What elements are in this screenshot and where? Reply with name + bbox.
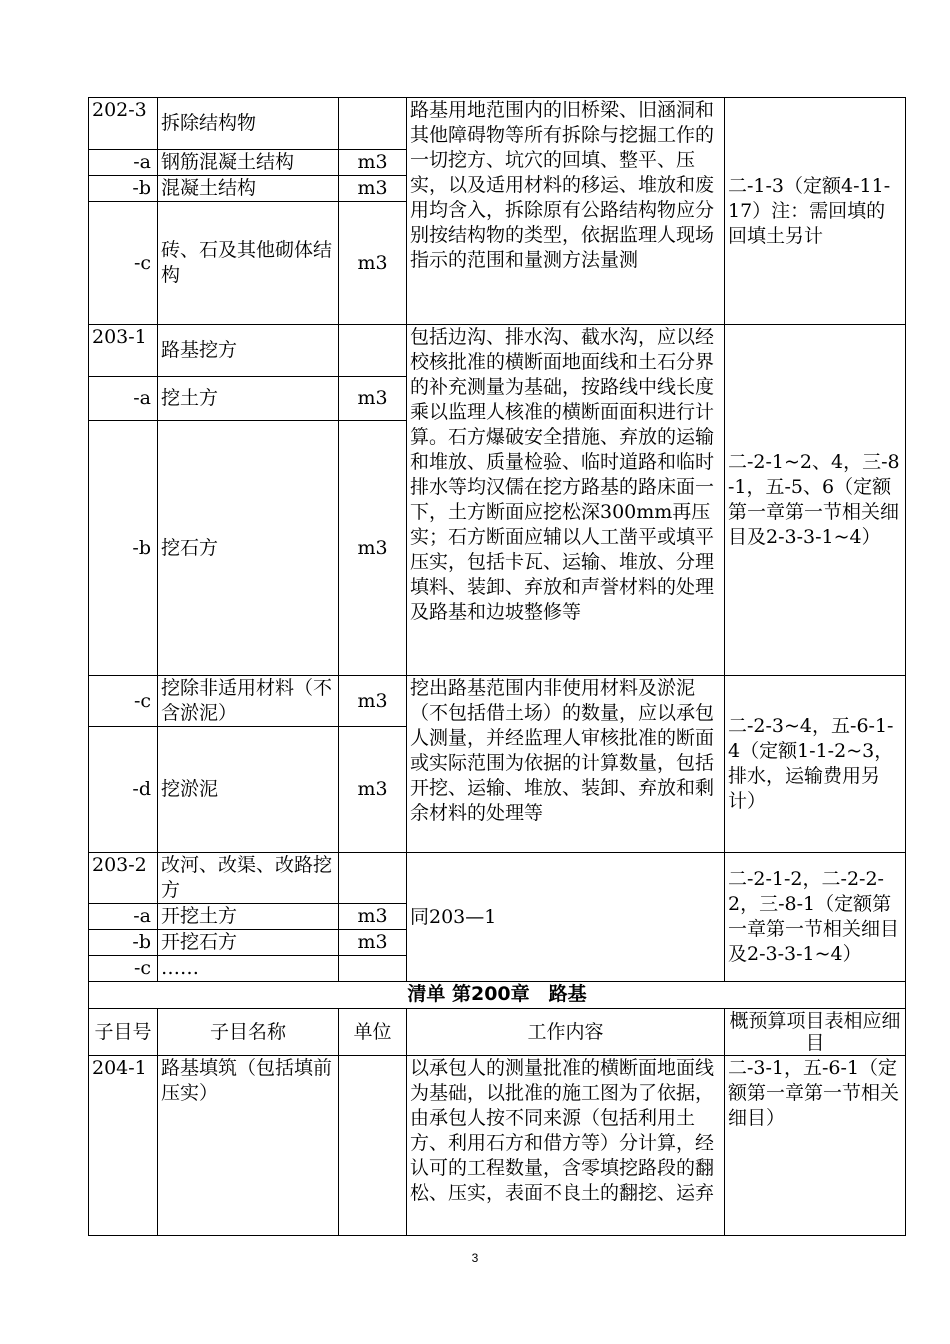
header-ref: 概预算项目表相应细目	[725, 1009, 906, 1056]
item-name: 拆除结构物	[158, 98, 339, 150]
sub-name: 混凝土结构	[158, 176, 339, 202]
sub-unit: m3	[339, 150, 407, 176]
page-number: 3	[471, 1251, 479, 1265]
work-content: 包括边沟、排水沟、截水沟，应以经校核批准的横断面地面线和土石分界的补充测量为基础，按路线中线长度乘以监理人核准的横断面面积进行计算。石方爆破安全措施、弃放的运输和堆放、质量检验、临时道路和临时排水等均汉儒在挖方路基的路床面一下，土方断面应挖松深300mm再压实；石方断面应辅以人工凿平或填平压实，包括卡瓦、运输、堆放、分理填料、装卸、弃放和声誉材料的处理及路基和边坡整修等	[407, 325, 725, 676]
sub-name: ……	[158, 956, 339, 982]
sub-name: 钢筋混凝土结构	[158, 150, 339, 176]
section-title: 清单 第200章 路基	[89, 982, 906, 1009]
sub-name: 挖淤泥	[158, 727, 339, 853]
sub-name: 开挖石方	[158, 930, 339, 956]
table-row	[89, 676, 906, 727]
sub-code: -c	[89, 202, 158, 325]
sub-name: 挖土方	[158, 377, 339, 421]
header-code: 子目号	[89, 1009, 158, 1056]
sub-unit: m3	[339, 930, 407, 956]
item-unit	[339, 98, 407, 150]
sub-code: -a	[89, 904, 158, 930]
table-row	[89, 1056, 906, 1236]
item-code: 203-2	[89, 853, 158, 904]
work-content: 挖出路基范围内非使用材料及淤泥（不包括借土场）的数量，应以承包人测量，并经监理人审核批准的断面或实际范围为依据的计算数量，包括开挖、运输、堆放、装卸、弃放和剩余材料的处理等	[407, 676, 725, 853]
sub-unit: m3	[339, 377, 407, 421]
table-row	[89, 982, 906, 1009]
item-unit	[339, 853, 407, 904]
header-row	[89, 1009, 906, 1056]
sub-unit: m3	[339, 202, 407, 325]
item-code: 204-1	[89, 1056, 158, 1236]
sub-code: -b	[89, 930, 158, 956]
sub-code: -c	[89, 676, 158, 727]
sub-name: 砖、石及其他砌体结构	[158, 202, 339, 325]
sub-name: 开挖土方	[158, 904, 339, 930]
item-code: 203-1	[89, 325, 158, 377]
table-row	[89, 325, 906, 377]
work-content: 路基用地范围内的旧桥梁、旧涵洞和其他障碍物等所有拆除与挖掘工作的一切挖方、坑穴的回填、整平、压实，以及适用材料的移运、堆放和废用均含入，拆除原有公路结构物应分别按结构物的类型，依据监理人现场指示的范围和量测方法量测	[407, 98, 725, 325]
sub-code: -a	[89, 150, 158, 176]
sub-unit	[339, 956, 407, 982]
budget-reference: 二-3-1，五-6-1（定额第一章第一节相关细目）	[725, 1056, 906, 1236]
sub-code: -b	[89, 176, 158, 202]
item-name: 改河、改渠、改路挖方	[158, 853, 339, 904]
sub-code: -a	[89, 377, 158, 421]
sub-code: -b	[89, 421, 158, 676]
budget-reference: 二-2-1~2、4，三-8-1，五-5、6（定额第一章第一节相关细目及2-3-3-1~4）	[725, 325, 906, 676]
work-content: 以承包人的测量批准的横断面地面线为基础，以批准的施工图为了依据，由承包人按不同来源（包括利用土方、利用石方和借方等）分计算，经认可的工程数量，含零填挖路段的翻松、压实，表面不良土的翻挖、运弃	[407, 1056, 725, 1236]
bill-table	[88, 97, 906, 1236]
header-unit: 单位	[339, 1009, 407, 1056]
budget-reference: 二-2-3~4，五-6-1-4（定额1-1-2~3，排水，运输费用另计）	[725, 676, 906, 853]
item-code: 202-3	[89, 98, 158, 150]
sub-code: -c	[89, 956, 158, 982]
sub-unit: m3	[339, 676, 407, 727]
sub-unit: m3	[339, 421, 407, 676]
sub-name: 挖除非适用材料（不含淤泥）	[158, 676, 339, 727]
item-name: 路基填筑（包括填前压实）	[158, 1056, 339, 1236]
sub-name: 挖石方	[158, 421, 339, 676]
budget-reference: 二-1-3（定额4-11-17）注：需回填的回填土另计	[725, 98, 906, 325]
item-name: 路基挖方	[158, 325, 339, 377]
item-unit	[339, 325, 407, 377]
sub-unit: m3	[339, 176, 407, 202]
sub-code: -d	[89, 727, 158, 853]
work-content: 同203—1	[407, 853, 725, 982]
table-row	[89, 98, 906, 150]
budget-reference: 二-2-1-2，二-2-2-2，三-8-1（定额第一章第一节相关细目及2-3-3-1~4）	[725, 853, 906, 982]
header-name: 子目名称	[158, 1009, 339, 1056]
header-work: 工作内容	[407, 1009, 725, 1056]
sub-unit: m3	[339, 904, 407, 930]
table-row	[89, 853, 906, 904]
sub-unit: m3	[339, 727, 407, 853]
item-unit	[339, 1056, 407, 1236]
